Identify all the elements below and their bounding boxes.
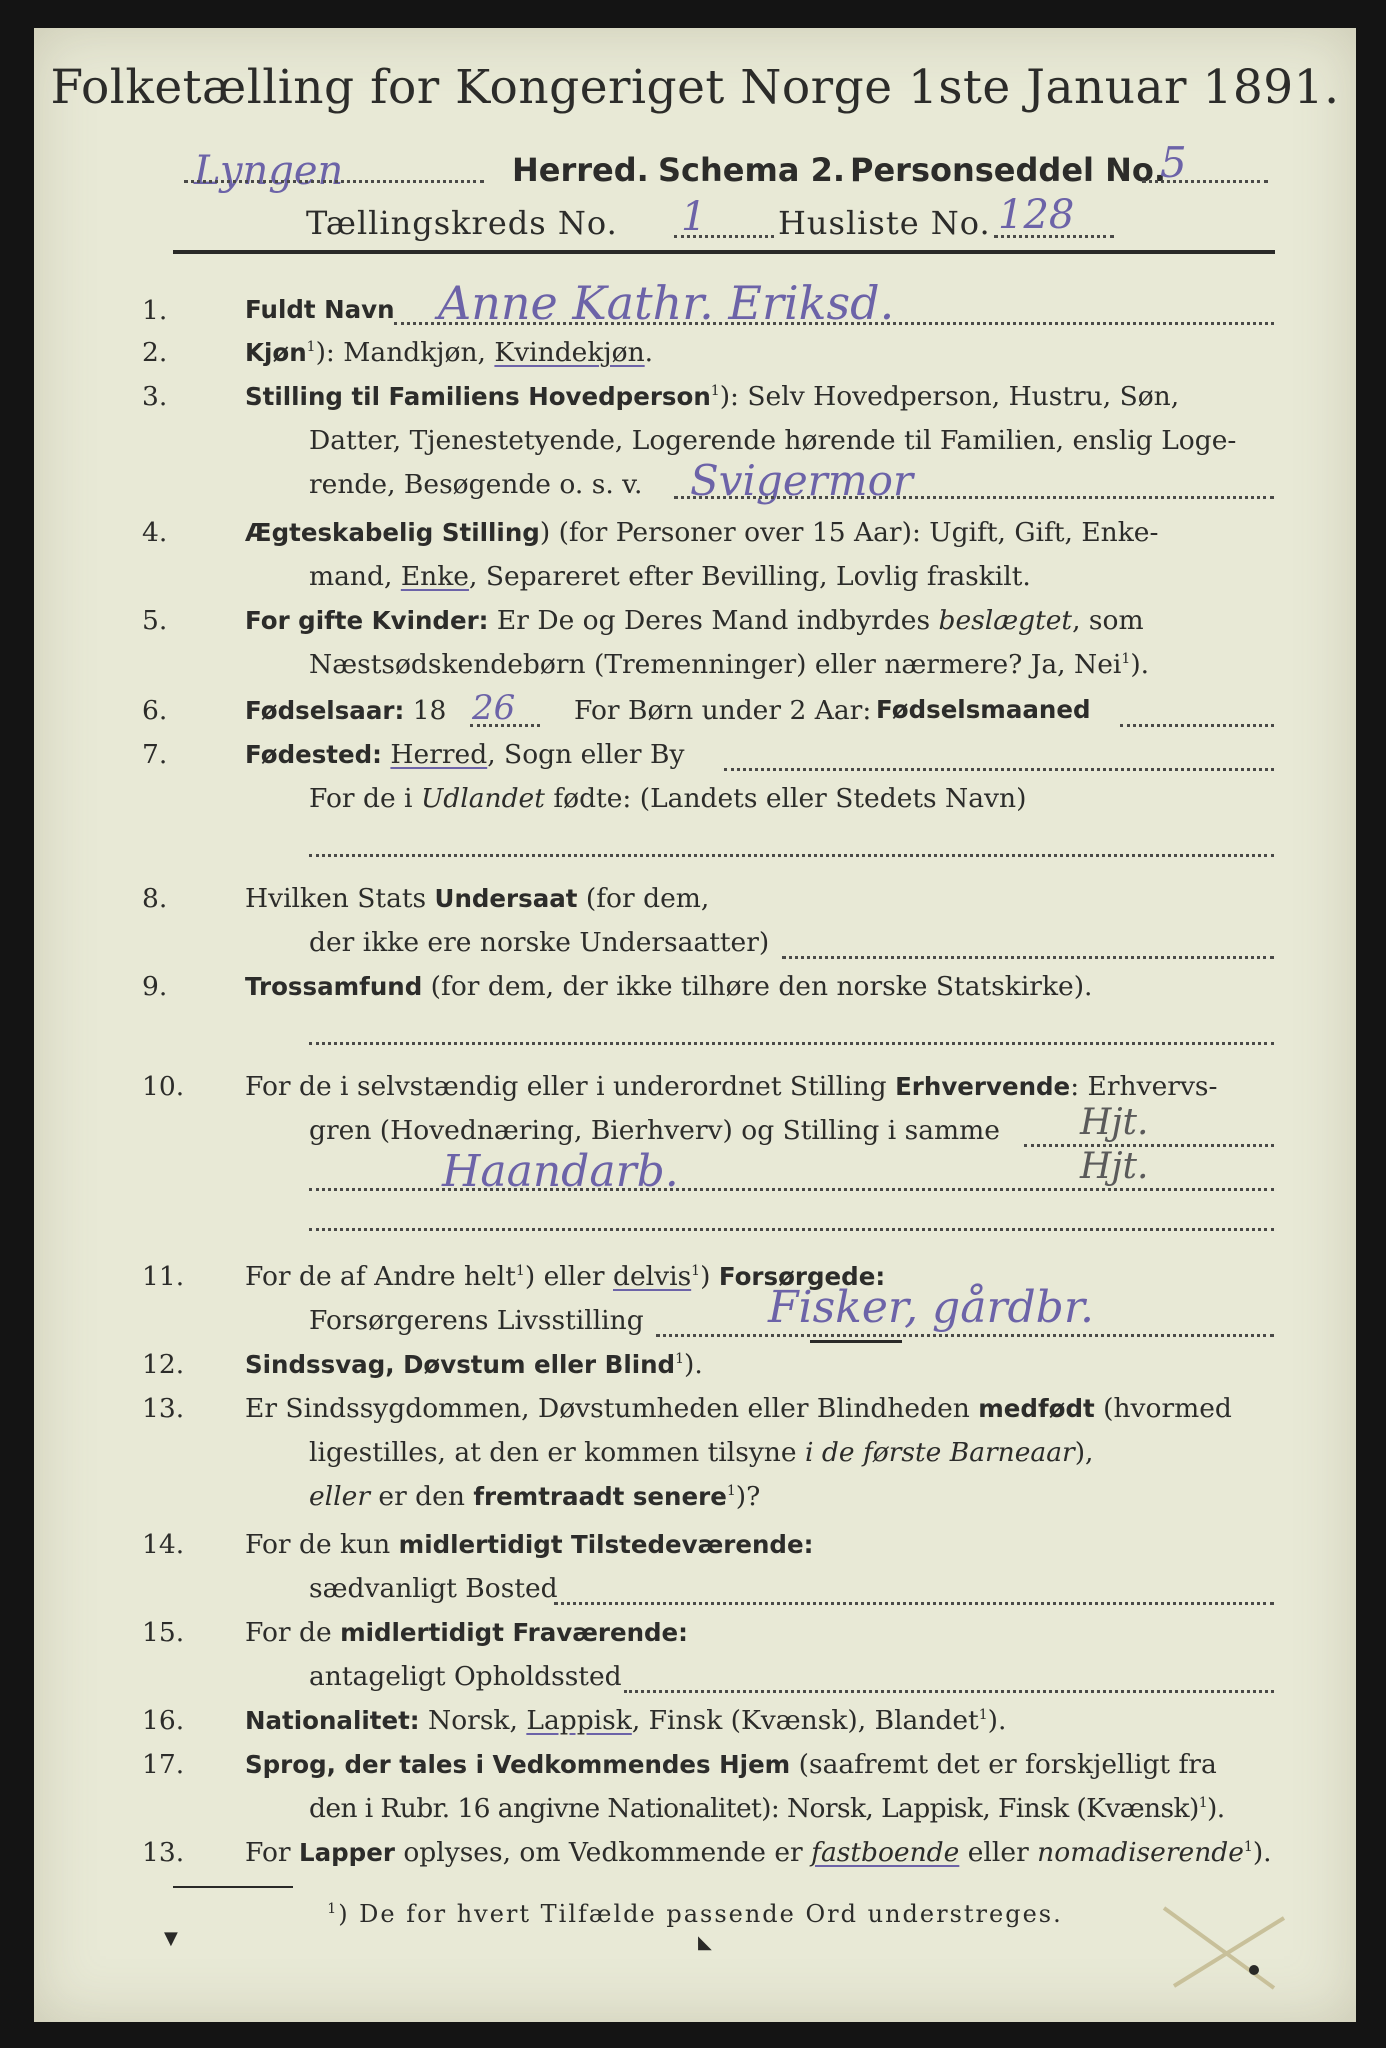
field-11-sup2: 1 (691, 1263, 701, 1280)
field-14-number: 14. (142, 1529, 185, 1560)
field-2-label: Kjøn (245, 338, 307, 367)
field-3-number: 3. (142, 381, 168, 412)
field-11-number: 11. (142, 1261, 185, 1292)
footnote-rule (173, 1886, 293, 1888)
field-6-number: 6. (142, 695, 168, 726)
field-3-line1: ): Selv Hovedperson, Hustru, Søn, (719, 381, 1180, 412)
field-12-label: Sindssvag, Døvstum eller Blind (245, 1350, 676, 1379)
field-12-number: 12. (142, 1349, 185, 1380)
field-9-rest: (for dem, der ikke tilhøre den norske Statskirke). (422, 971, 1093, 1002)
field-6-dotted-line2 (1120, 724, 1274, 727)
field-15-line2: antageligt Opholdssted (309, 1661, 622, 1692)
field-10-dotted-line (1024, 1144, 1274, 1147)
field-13-line3-mid: er den (369, 1481, 474, 1512)
field-4-line2-post: , Separeret efter Bevilling, Lovlig fraskilt. (468, 561, 1031, 592)
field-7-line2-post: fødte: (Landets eller Stedets Navn) (544, 783, 1027, 814)
field-1-number: 1. (142, 295, 168, 326)
field-14-dotted-line (554, 1602, 1274, 1605)
field-16-pre: Norsk, (419, 1705, 527, 1736)
field-18-end: ). (1252, 1837, 1272, 1868)
field-13-label: medfødt (978, 1394, 1095, 1423)
header-rule (173, 250, 1275, 254)
field-5-ital: beslægtet (938, 605, 1073, 636)
field-10-abbr-2: Hjt. (1080, 1146, 1149, 1187)
field-10-abbr-1: Hjt. (1080, 1102, 1149, 1143)
field-3-sup: 1 (710, 383, 720, 400)
field-15-number: 15. (142, 1617, 185, 1648)
field-1-name-value: Anne Kathr. Eriksd. (438, 276, 895, 330)
field-8-dotted-line (782, 956, 1274, 959)
field-6-year-value: 26 (472, 688, 516, 728)
field-16-selected-option: Lappisk (526, 1705, 632, 1736)
field-18-label: Lapper (298, 1838, 395, 1867)
field-16-number: 16. (142, 1705, 185, 1736)
field-15-dotted-line (624, 1690, 1274, 1693)
field-11-underline-stroke (810, 1340, 902, 1343)
field-18-ital2: nomadiserende (1037, 1837, 1244, 1868)
field-18-selected-option: fastboende (811, 1837, 960, 1868)
herred-dotted-line (184, 180, 484, 183)
field-9-number: 9. (142, 971, 168, 1002)
field-8-label: Undersaat (434, 884, 578, 913)
footnote-text: ) De for hvert Tilfælde passende Ord understreges. (338, 1900, 1063, 1928)
field-16-sup: 1 (978, 1707, 988, 1724)
field-13-post: (hvormed (1094, 1393, 1232, 1424)
field-11-pre: For de af Andre helt (245, 1261, 516, 1292)
field-13-line3-end: )? (735, 1481, 761, 1512)
field-5-label: For gifte Kvinder: (245, 606, 489, 635)
field-7-dotted-line (724, 768, 1274, 771)
field-4-label: Ægteskabelig Stilling (245, 518, 540, 547)
herred-label: Herred. (512, 151, 649, 189)
field-11-value: Fisker, gårdbr. (768, 1282, 1095, 1333)
field-4-selected-option: Enke (400, 561, 469, 592)
census-form-sheet: Folketælling for Kongeriget Norge 1ste Januar 1891. Lyngen Herred. Schema 2. Personseddel No. 5 Tællingskreds No. 1 Husliste No. 128 1. Fuldt Navn Anne Kathr. Eriksd. 2. Kjøn$^1$): Mandkjøn, Kvindekjøn. 3. Stilling til Familiens Hovedperson$^1$): Selv Hovedperson, Hustru, Søn, Datter, Tjenestetyende, Logerende hørende til Familien, enslig Loge- rende, Besøgende o. s. v. Svigermor 4. Ægteskabelig Stilling) (for Personer over 15 Aar): Ugift, Gift, Enke- mand, Enke, Separeret efter Bevilling, Lovlig fraskilt. 5. For gifte Kvinder: Er De og Deres Mand indbyrdes beslægtet, som Næstsødskendebørn (Tremenninger) eller nærmere? Ja, Nei$^1$). 6. Fødselsaar: 18 For Børn under 2 Aar: Fødselsmaaned 26 7. Fødested: Herred, Sogn eller By For de i Udlandet fødte: (Landets eller Stedets Navn) 8. Hvilken Stats Undersaat (for dem, der ikke ere norske Undersaatter) 9. Trossamfund (for dem, der ikke tilhøre den norske Statskirke). 10. For de i selvstændig eller i underordnet Stilling Erhvervende: Erhvervs- gren (Hovednæring, Bierhverv) og Stilling i samme Hjt. Haandarb. Hjt. 11. For de af Andre helt$^1$) eller delvis$^1$) Forsørgede: Forsørgerens Livsstilling Fisker, gårdbr. 12. Sindssvag, Døvstum eller Blind$^1$). 13. Er Sindssygdommen, Døvstumheden eller Blindheden medfødt (hvormed ligestilles, at den er kommen tilsyne i de første Barneaar), eller er den fremtraadt senere$^1$)? 14. For de kun midlertidigt Tilstedeværende: sædvanligt Bosted 15. For de midlertidigt Fraværende: antageligt Opholdssted 16. Nationalitet: Norsk, Lappisk, Finsk (Kvænsk), Blandet$^1$). 17. Sprog, der tales i Vedkommendes Hjem (saafremt det er forskjelligt fra den i Rubr. 16 angivne Nationalitet): Norsk, Lappisk, Finsk (Kvænsk)$^1$). 13. For Lapper oplyses, om Vedkommende er fastboende eller nomadiserende$^1$). $^1$) De for hvert Tilfælde passende Ord understreges. ▼ ◣ (34, 28, 1356, 2022)
field-5-sup: 1 (1121, 651, 1131, 668)
field-13-pre: Er Sindssygdommen, Døvstumheden eller Blindheden (245, 1393, 979, 1424)
field-17-label: Sprog, der tales i Vedkommendes Hjem (245, 1750, 791, 1779)
personseddel-label: Personseddel No. (850, 151, 1167, 189)
kreds-dotted-line (674, 235, 774, 238)
form-title: Folketælling for Kongeriget Norge 1ste Januar 1891. (50, 60, 1340, 115)
field-6-label2: Fødselsmaaned (876, 695, 1091, 724)
field-4-line2-pre: mand, (309, 561, 401, 592)
field-10-number: 10. (142, 1071, 185, 1102)
field-14-line2: sædvanligt Bosted (309, 1573, 558, 1604)
field-8-number: 8. (142, 883, 168, 914)
field-17-number: 17. (142, 1749, 185, 1780)
footnote-sup: 1 (327, 1901, 339, 1917)
field-10-dotted-line2 (309, 1188, 1274, 1191)
field-18-mid2: eller (959, 1837, 1038, 1868)
field-11-dotted-line (656, 1334, 1274, 1337)
field-7-number: 7. (142, 739, 168, 770)
field-5-end: , som (1072, 605, 1144, 636)
field-6-dotted-line (470, 724, 540, 727)
field-18-pre: For (245, 1837, 299, 1868)
field-17-line2-end: ). (1207, 1793, 1225, 1824)
herred-name-handwritten: Lyngen (194, 148, 344, 194)
field-2-sup: 1 (306, 339, 316, 356)
field-8-post: (for dem, (577, 883, 710, 914)
field-7-dotted-line2 (309, 854, 1274, 857)
field-10-value: Haandarb. (442, 1146, 679, 1197)
field-11-line2: Forsørgerens Livsstilling (309, 1305, 644, 1336)
pencil-cross-mark (1154, 1898, 1294, 1998)
field-2-number: 2. (142, 337, 168, 368)
field-11-selected-option: delvis (613, 1261, 692, 1292)
field-13-line2-post: ), (1074, 1437, 1094, 1468)
kreds-number: 1 (681, 194, 707, 240)
field-10-dotted-line3 (309, 1228, 1274, 1231)
field-16-label: Nationalitet: (245, 1706, 420, 1735)
ink-speck-1: ▼ (164, 1928, 178, 1949)
field-7-selected-option: Herred (390, 739, 488, 770)
field-13-number: 13. (142, 1393, 185, 1424)
schema-label: Schema 2. (658, 151, 845, 189)
field-13-line2-pre: ligestilles, at den er kommen tilsyne (309, 1437, 805, 1468)
field-3-value: Svigermor (690, 456, 913, 505)
husliste-number: 128 (998, 192, 1075, 238)
field-13-sup: 1 (726, 1483, 736, 1500)
field-8-pre: Hvilken Stats (245, 883, 435, 914)
field-7-line2-pre: For de i (309, 783, 421, 814)
field-4-line1: ) (for Personer over 15 Aar): Ugift, Gift, Enke- (539, 517, 1159, 548)
field-14-pre: For de kun (245, 1529, 399, 1560)
personseddel-number: 5 (1160, 138, 1187, 187)
field-13-label3: fremtraadt senere (473, 1482, 727, 1511)
field-16-post: , Finsk (Kvænsk), Blandet (631, 1705, 979, 1736)
field-8-line2: der ikke ere norske Undersaatter) (309, 927, 770, 958)
field-5-line1: Er De og Deres Mand indbyrdes (488, 605, 939, 636)
field-17-sup: 1 (1198, 1795, 1207, 1812)
field-12-sup: 1 (675, 1351, 685, 1368)
kreds-label: Tællingskreds No. (306, 204, 618, 242)
field-18-number: 13. (142, 1837, 185, 1868)
field-4-number: 4. (142, 517, 168, 548)
field-10-label: Erhvervende (895, 1072, 1071, 1101)
field-6-label: Fødselsaar: (245, 696, 405, 725)
field-6-rest: For Børn under 2 Aar: (574, 695, 872, 726)
personseddel-dotted-line (1142, 180, 1268, 183)
husliste-label: Husliste No. (778, 204, 991, 242)
field-9-label: Trossamfund (245, 972, 423, 1001)
field-3-line2: Datter, Tjenestetyende, Logerende hørende til Familien, enslig Loge- (309, 425, 1237, 456)
field-2-selected-option: Kvindekjøn (494, 337, 645, 368)
field-2-end: . (644, 337, 654, 368)
field-3-dotted-line (674, 496, 1274, 499)
field-1-label: Fuldt Navn (245, 295, 395, 324)
field-7-line2-ital: Udlandet (420, 783, 545, 814)
field-12-end: ). (684, 1349, 703, 1380)
field-18-mid: oplyses, om Vedkommende er (394, 1837, 812, 1868)
field-7-rest: , Sogn eller By (487, 739, 685, 770)
field-3-label: Stilling til Familiens Hovedperson (245, 382, 711, 411)
field-11-label: Forsørgede: (718, 1262, 886, 1291)
husliste-dotted-line (994, 235, 1114, 238)
field-16-end: ). (987, 1705, 1007, 1736)
field-3-line3: rende, Besøgende o. s. v. (309, 469, 643, 500)
field-18-sup: 1 (1243, 1839, 1253, 1856)
field-15-label: midlertidigt Fraværende: (340, 1618, 688, 1647)
field-11-mid: ) eller (524, 1261, 613, 1292)
field-6-prefix: 18 (412, 695, 447, 726)
field-9-dotted-line (309, 1042, 1274, 1045)
field-10-pre: For de i selvstændig eller i underordnet Stilling (245, 1071, 896, 1102)
field-17-post: (saafremt det er forskjelligt fra (790, 1749, 1217, 1780)
field-7-label: Fødested: (245, 740, 382, 769)
field-1-dotted-line (394, 322, 1274, 325)
field-5-line2: Næstsødskendebørn (Tremenninger) eller nærmere? Ja, Nei (309, 649, 1122, 680)
field-13-line2-ital: i de første Barneaar (804, 1437, 1075, 1468)
field-5-number: 5. (142, 605, 168, 636)
field-11-sup: 1 (515, 1263, 525, 1280)
field-10-line2: gren (Hovednæring, Bierhverv) og Stilling i samme (309, 1115, 1000, 1146)
field-2-text: ): Mandkjøn, (315, 337, 495, 368)
field-17-line2: den i Rubr. 16 angivne Nationalitet): Norsk, Lappisk, Finsk (Kvænsk) (309, 1793, 1199, 1824)
ink-speck-2: ◣ (698, 1932, 712, 1953)
field-10-post: : Erhvervs- (1070, 1071, 1218, 1102)
field-15-pre: For de (245, 1617, 341, 1648)
field-14-label: midlertidigt Tilstedeværende: (398, 1530, 814, 1559)
field-13-line3-ital: eller (309, 1481, 370, 1512)
